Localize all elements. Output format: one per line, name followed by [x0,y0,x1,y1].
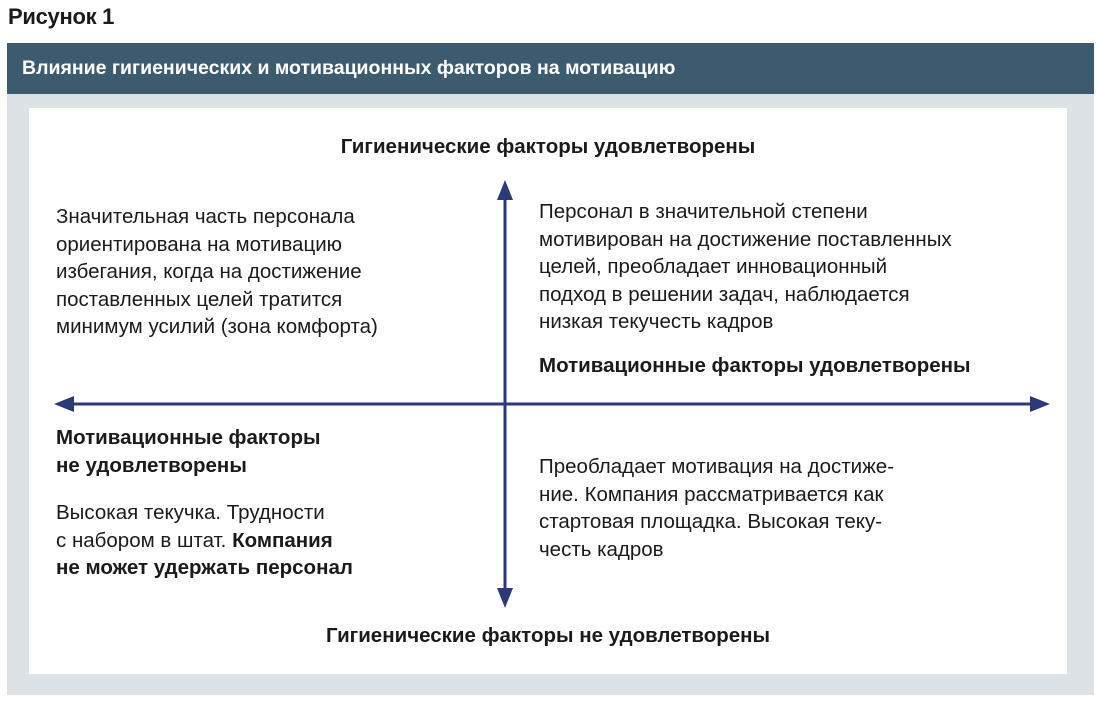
quadrant-bottom-right [539,453,894,563]
arrow-up-icon [497,180,513,200]
quadrant-line: Значительная часть персонала [56,205,355,228]
quadrant-line: ние. Компания рассматривается как [539,482,884,506]
quadrant-line: низкая текучесть кадров [539,310,774,333]
quadrant-line: честь кадров [539,537,664,561]
axis-label-left-line1: Мотивационные факторы [56,426,321,449]
quadrant-line: избегания, когда на достижение [56,260,362,283]
arrow-left-icon [54,396,74,412]
quadrant-line-bold: не может удержать персонал [56,556,353,579]
axis-label-left-line2: не удовлетворены [56,453,247,477]
quadrant-top-right [539,198,952,336]
quadrant-line: поставленных целей тратится [56,287,343,311]
diagram-title: Влияние гигиенических и мотивационных факторов на мотивацию [22,57,676,79]
axis-label-bottom: Гигиенические факторы не удовлетворены [325,624,771,647]
quadrant-line: подход в решении задач, наблюдается [539,282,910,306]
quadrant-line: ориентирована на мотивацию [56,232,343,256]
quadrant-line [56,527,353,555]
arrow-right-icon [1030,396,1050,412]
arrow-down-icon [497,588,513,608]
quadrant-line: Преобладает мотивация на достиже- [539,455,895,478]
axis-label-right: Мотивационные факторы удовлетворены [539,354,971,377]
figure-label: Рисунок 1 [8,4,115,29]
axis-label-top: Гигиенические факторы удовлетворены [340,135,756,158]
quadrant-line: Персонал в значительной степени [539,200,868,223]
axis-label-left [56,424,320,479]
quadrant-line: Высокая текучка. Трудности [56,501,325,524]
quadrant-line: стартовая площадка. Высокая теку- [539,510,883,533]
quadrant-line: целей, преобладает инновационный [539,255,888,278]
quadrant-bottom-left [56,499,353,582]
quadrant-text-bold: Компания [232,528,333,552]
quadrant-text: с набором в штат. [56,528,233,552]
quadrant-line: минимум усилий (зона комфорта) [56,315,378,338]
quadrant-line: мотивирован на достижение поставленных [539,227,952,251]
quadrant-top-left [56,203,378,341]
